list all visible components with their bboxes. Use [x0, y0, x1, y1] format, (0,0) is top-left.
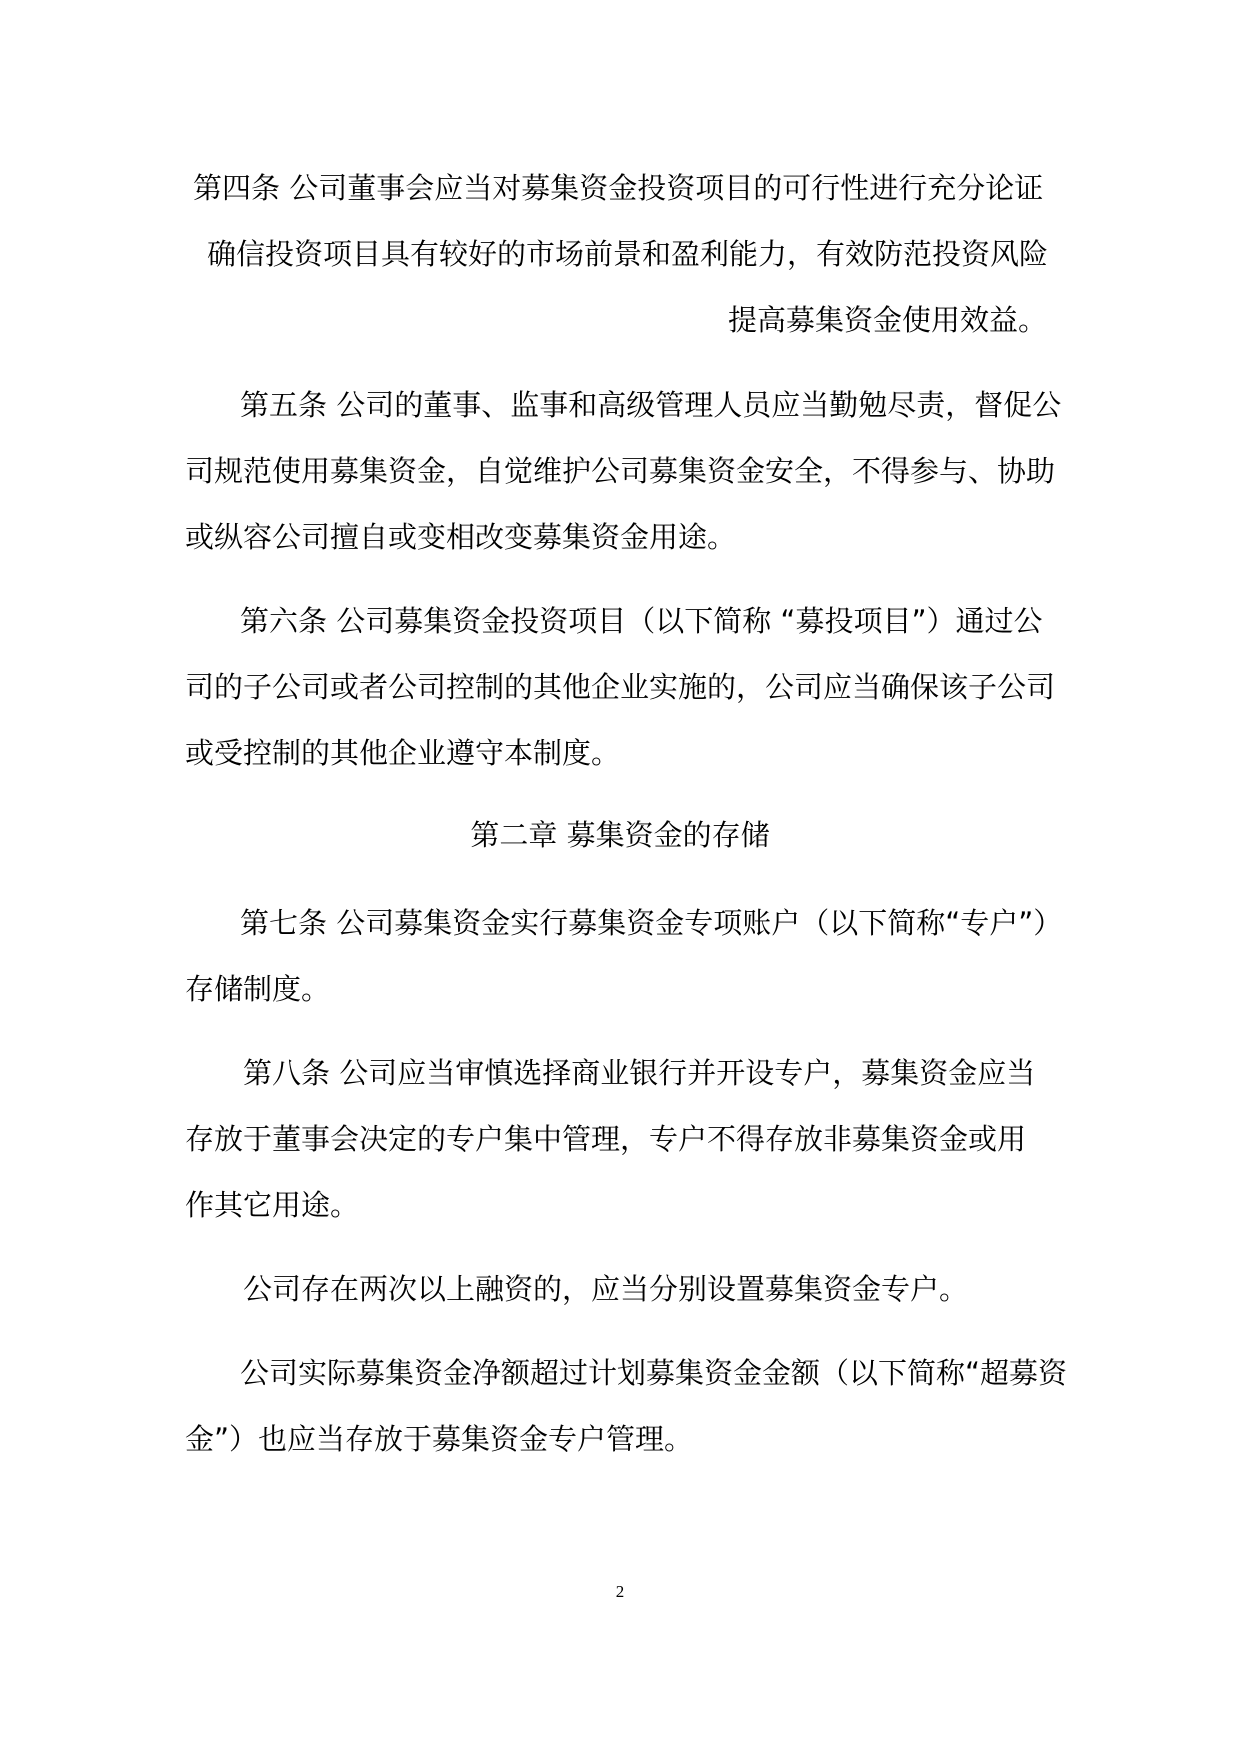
article-4-line-3: 提高募集资金使用效益。 [728, 303, 1048, 337]
article-8-line-2: 存放于董事会决定的专户集中管理，专户不得存放非募集资金或用 [185, 1122, 1027, 1156]
article-4-line-2: 确信投资项目具有较好的市场前景和盈利能力，有效防范投资风险 [207, 237, 1049, 271]
article-5-line-1: 第五条 公司的董事、监事和高级管理人员应当勤勉尽责，督促公 [240, 388, 1062, 422]
chapter-2-heading: 第二章 募集资金的存储 [470, 818, 770, 852]
article-5-line-3: 或纵容公司擅自或变相改变募集资金用途。 [185, 520, 737, 554]
article-7-line-2: 存储制度。 [185, 972, 331, 1006]
excess-funds-line-2: 金”）也应当存放于募集资金专户管理。 [185, 1422, 694, 1456]
article-7-line-1: 第七条 公司募集资金实行募集资金专项账户（以下简称“专户”） [240, 906, 1063, 940]
article-4-line-1: 第四条 公司董事会应当对募集资金投资项目的可行性进行充分论证 [193, 171, 1044, 205]
two-financings-paragraph: 公司存在两次以上融资的，应当分别设置募集资金专户。 [243, 1272, 969, 1306]
article-8-line-3: 作其它用途。 [185, 1188, 360, 1222]
article-6-line-1: 第六条 公司募集资金投资项目（以下简称 “募投项目”）通过公 [240, 604, 1043, 638]
article-6-line-3: 或受控制的其他企业遵守本制度。 [185, 736, 621, 770]
article-6-line-2: 司的子公司或者公司控制的其他企业实施的，公司应当确保该子公司 [185, 670, 1056, 704]
page-number: 2 [615, 1582, 625, 1601]
article-5-line-2: 司规范使用募集资金，自觉维护公司募集资金安全，不得参与、协助 [185, 454, 1056, 488]
article-8-line-1: 第八条 公司应当审慎选择商业银行并开设专户，募集资金应当 [243, 1056, 1036, 1090]
excess-funds-line-1: 公司实际募集资金净额超过计划募集资金金额（以下简称“超募资 [240, 1356, 1068, 1390]
